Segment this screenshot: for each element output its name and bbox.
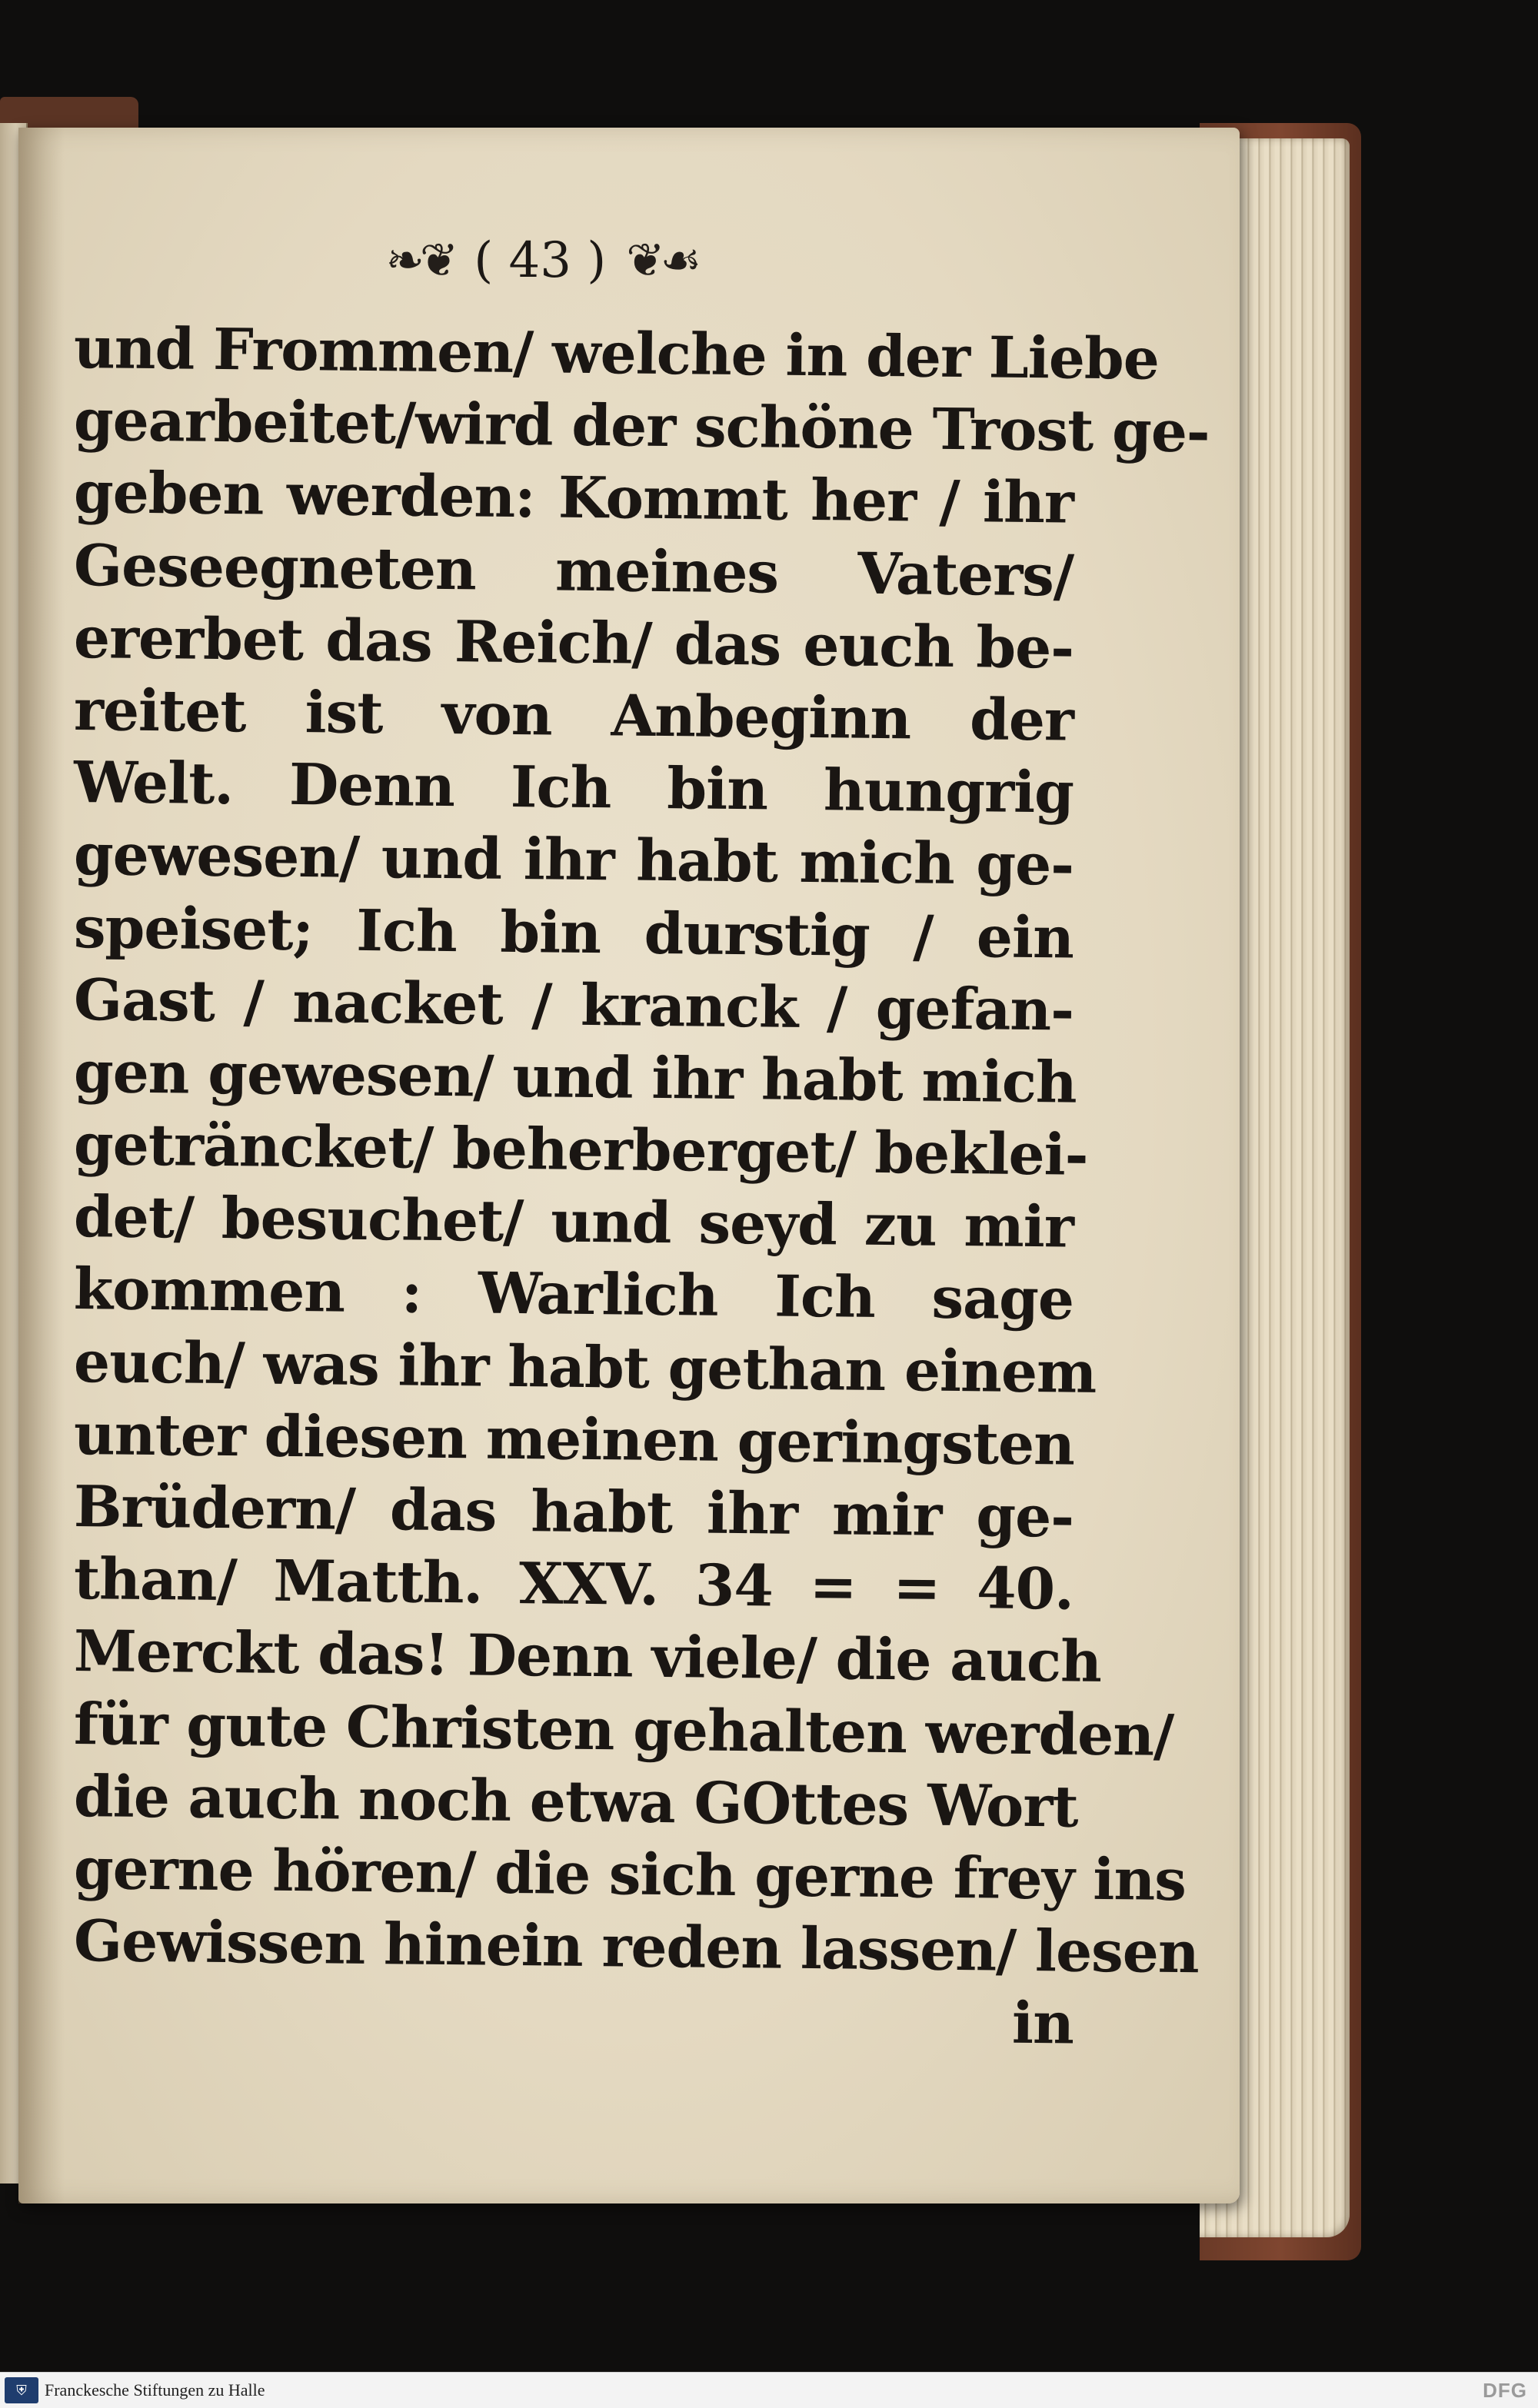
ornament-left-icon: ❧❦ xyxy=(385,234,454,288)
page-header xyxy=(341,218,741,303)
text-line: than/ Matth. XXV. 34 = = 40. xyxy=(73,1546,1074,1623)
text-line: Brüdern/ das habt ihr mir ge- xyxy=(73,1474,1074,1551)
text-line: euch/ was ihr habt gethan einem xyxy=(73,1329,1097,1406)
dfg-logo: DFG xyxy=(1483,2378,1527,2402)
gutter-shadow xyxy=(18,128,65,2203)
text-line: Merckt das! Denn viele/ die auch xyxy=(73,1618,1102,1696)
body-text xyxy=(73,312,1210,2057)
institution-name: Franckesche Stiftungen zu Halle xyxy=(45,2380,265,2400)
text-line: und Frommen/ welche in der Liebe xyxy=(73,315,1160,393)
text-line: det/ besuchet/ und seyd zu mir xyxy=(73,1184,1074,1261)
text-line: gerne hören/ die sich gerne frey ins xyxy=(73,1835,1187,1914)
institution-credit[interactable] xyxy=(0,2377,265,2403)
text-line: Geseegneten meines Vaters/ xyxy=(73,532,1074,610)
text-line: Gast / nacket / kranck / gefan- xyxy=(73,966,1074,1044)
text-line: die auch noch etwa GOttes Wort xyxy=(73,1763,1079,1841)
text-line: geben werden: Kommt her / ihr xyxy=(73,460,1074,537)
text-line: speiset; Ich bin durstig / ein xyxy=(73,894,1074,972)
catchword: in xyxy=(1011,1991,1074,2057)
ornament-right-icon: ❦☙ xyxy=(626,234,697,288)
text-line: ererbet das Reich/ das euch be- xyxy=(73,604,1074,682)
book-page xyxy=(18,128,1240,2203)
text-line: unter diesen meinen geringsten xyxy=(73,1401,1075,1478)
text-line: gewesen/ und ihr habt mich ge- xyxy=(73,822,1074,899)
text-line: geträncket/ beherberget/ beklei- xyxy=(73,1112,1088,1189)
text-line: Gewissen hinein reden lassen/ lesen xyxy=(73,1908,1200,1987)
viewer-footer xyxy=(0,2372,1538,2408)
text-line: kommen : Warlich Ich sage xyxy=(73,1256,1074,1334)
text-line: gen gewesen/ und ihr habt mich xyxy=(73,1039,1077,1116)
text-line: Welt. Denn Ich bin hungrig xyxy=(73,750,1074,827)
crest-icon: ⛨ xyxy=(5,2377,38,2403)
text-line: reitet ist von Anbeginn der xyxy=(73,677,1074,754)
text-line: gearbeitet/wird der schöne Trost ge- xyxy=(73,387,1210,466)
text-line: für gute Christen gehalten werden/ xyxy=(73,1691,1174,1769)
page-number: ( 43 ) xyxy=(474,232,607,289)
